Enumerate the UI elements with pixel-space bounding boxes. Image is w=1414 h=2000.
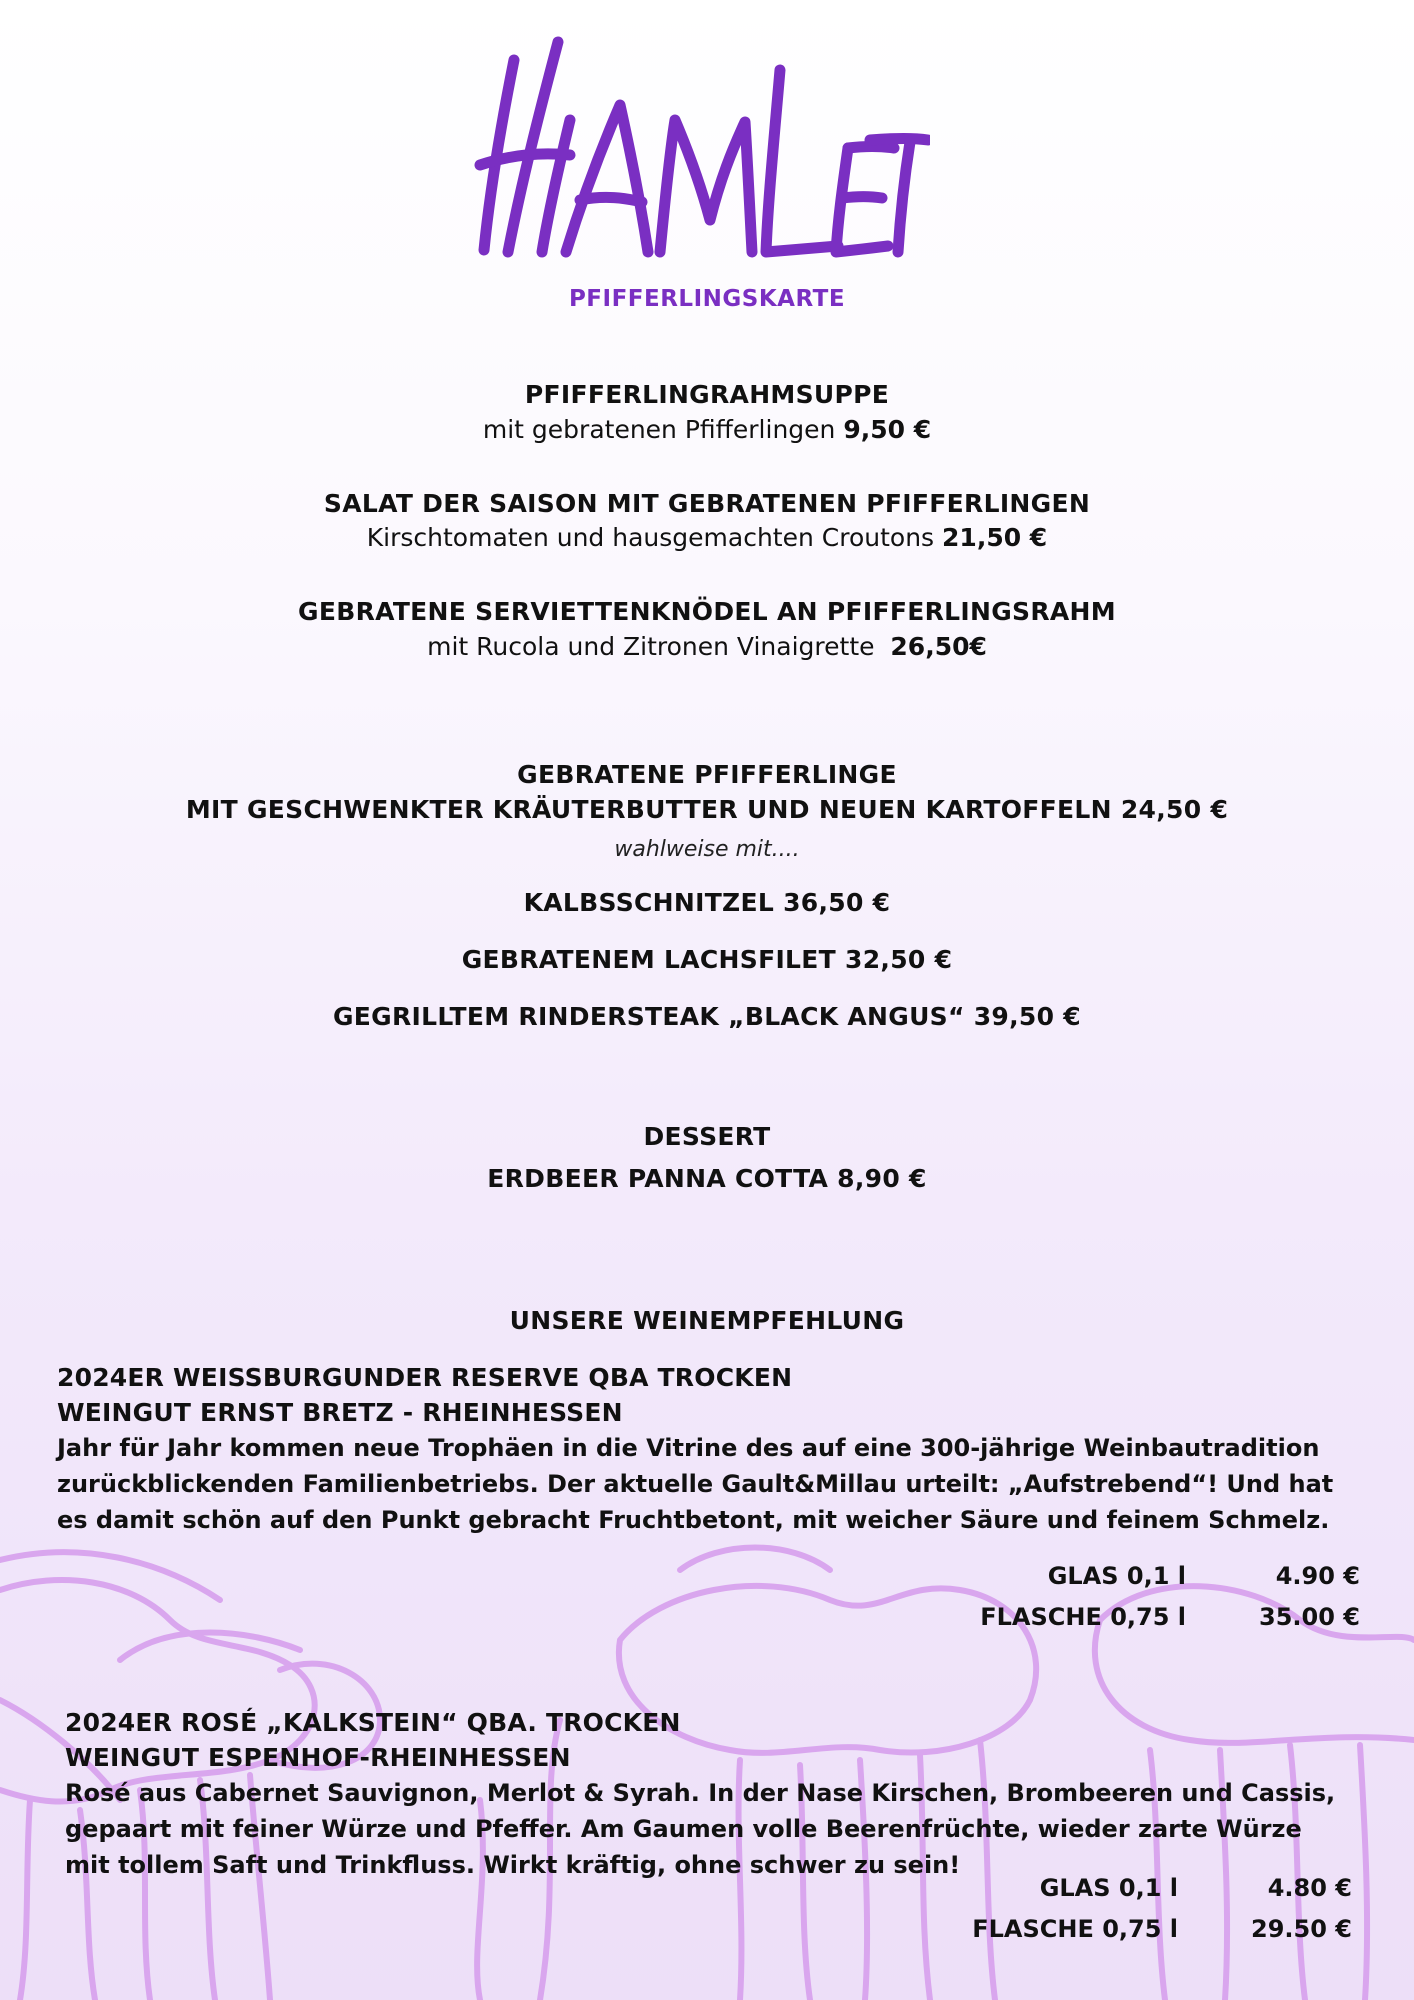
main-dish-subtitle: MIT GESCHWENKTER KRÄUTERBUTTER UND NEUEN KARTOFFELN 24,50 € [185,795,1229,824]
dish-description: mit Rucola und Zitronen Vinaigrette 26,50€ [427,632,987,661]
wine-entry [65,1705,1385,1883]
brand-logo [470,30,930,290]
bottle-label: FLASCHE 0,75 l [980,1603,1186,1631]
wine-winery: WEINGUT ERNST BRETZ - RHEINHESSEN [57,1398,623,1427]
dish-title: SALAT DER SAISON MIT GEBRATENEN PFIFFERLINGEN [323,489,1091,518]
dish-title: GEBRATENE SERVIETTENKNÖDEL AN PFIFFERLINGSRAHM [298,597,1116,626]
wine-section-title: UNSERE WEINEMPFEHLUNG [509,1306,905,1335]
glass-price: 4.80 € [1267,1874,1352,1902]
choice-note: wahlweise mit.... [614,837,800,862]
glass-price: 4.90 € [1275,1562,1360,1590]
dessert-item: ERDBEER PANNA COTTA 8,90 € [487,1164,927,1193]
glass-label: GLAS 0,1 l [1047,1562,1186,1590]
main-dish-title: GEBRATENE PFIFFERLINGE [517,760,897,789]
dish-price: 26,50€ [890,632,987,661]
wine-winery: WEINGUT ESPENHOF-RHEINHESSEN [65,1743,571,1772]
wine-name: 2024ER WEISSBURGUNDER RESERVE QBA TROCKEN [57,1363,793,1392]
bottle-price: 35.00 € [1259,1603,1360,1631]
dish-description: Kirschtomaten und hausgemachten Croutons 21,50 € [366,523,1048,552]
option-item: KALBSSCHNITZEL 36,50 € [523,888,891,917]
wine-name: 2024ER ROSÉ „KALKSTEIN“ QBA. TROCKEN [65,1708,681,1737]
option-item: GEGRILLTEM RINDERSTEAK „BLACK ANGUS“ 39,50 € [332,1002,1081,1031]
wine-description-line: Jahr für Jahr kommen neue Trophäen in die Vitrine des auf eine 300-jährige Weinbautradition [57,1434,1320,1462]
wine-entry [57,1360,1377,1538]
wine-description-line: gepaart mit feiner Würze und Pfeffer. Am Gaumen volle Beerenfrüchte, wieder zarte Würze [65,1815,1302,1843]
dish-price: 9,50 € [843,415,932,444]
dish-price: 21,50 € [942,523,1048,552]
bottle-label: FLASCHE 0,75 l [972,1915,1178,1943]
menu-subtitle: PFIFFERLINGSKARTE [568,286,846,312]
dessert-heading: DESSERT [643,1122,771,1151]
bottle-price: 29.50 € [1251,1915,1352,1943]
option-item: GEBRATENEM LACHSFILET 32,50 € [461,945,953,974]
dish-title: PFIFFERLINGRAHMSUPPE [524,380,890,409]
hamlet-logo-icon [470,30,930,260]
glass-label: GLAS 0,1 l [1039,1874,1178,1902]
wine-description-line: zurückblickenden Familienbetriebs. Der aktuelle Gault&Millau urteilt: „Aufstrebend“! Und hat [57,1470,1334,1498]
wine-description-line: mit tollem Saft und Trinkfluss. Wirkt kräftig, ohne schwer zu sein! [65,1851,961,1879]
dish-description: mit gebratenen Pfifferlingen 9,50 € [482,415,932,444]
wine-description-line: es damit schön auf den Punkt gebracht Fruchtbetont, mit weicher Säure und feinem Schmelz. [57,1506,1330,1534]
wine-description-line: Rosé aus Cabernet Sauvignon, Merlot & Syrah. In der Nase Kirschen, Brombeeren und Cassis, [65,1779,1336,1807]
